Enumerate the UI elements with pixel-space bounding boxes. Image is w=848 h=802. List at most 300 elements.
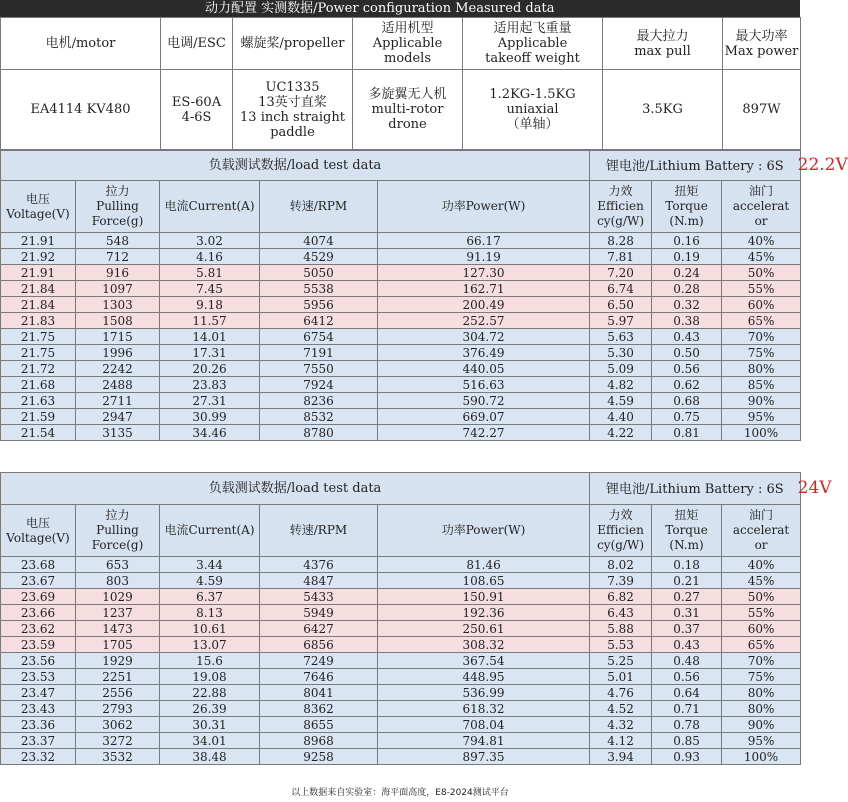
table-cell: 742.27 xyxy=(378,425,590,441)
table-cell: 2711 xyxy=(76,393,160,409)
table-cell: 22.88 xyxy=(160,685,260,701)
table-cell: 30.99 xyxy=(160,409,260,425)
table-cell: 252.57 xyxy=(378,313,590,329)
table-cell: 1715 xyxy=(76,329,160,345)
cell-text: 适用起飞重量 xyxy=(493,21,572,36)
table-cell: 23.83 xyxy=(160,377,260,393)
table-cell: 0.38 xyxy=(652,313,722,329)
table-cell: 9258 xyxy=(260,749,378,765)
cell-text: Max power xyxy=(724,43,799,59)
column-header xyxy=(378,505,590,557)
table-row xyxy=(1,701,801,717)
table-cell: 65% xyxy=(722,637,801,653)
table-cell: 50% xyxy=(722,265,801,281)
table-cell: 6754 xyxy=(260,329,378,345)
table-cell: 0.56 xyxy=(652,361,722,377)
cell-text: (N.m) xyxy=(669,538,704,552)
table-cell: 60% xyxy=(722,621,801,637)
cell-text: 电调/ESC xyxy=(167,36,226,51)
column-header xyxy=(160,181,260,233)
column-header xyxy=(76,181,160,233)
table-cell: 4074 xyxy=(260,233,378,249)
table-cell: 0.18 xyxy=(652,557,722,573)
table-cell: 7.81 xyxy=(590,249,652,265)
table-cell: 0.71 xyxy=(652,701,722,717)
table-cell: 30.31 xyxy=(160,717,260,733)
spec-value-cell xyxy=(161,70,233,150)
table-cell: 80% xyxy=(722,361,801,377)
table-cell: 669.07 xyxy=(378,409,590,425)
table-cell: 0.16 xyxy=(652,233,722,249)
table-cell: 108.65 xyxy=(378,573,590,589)
cell-text: 力效 xyxy=(608,184,633,198)
table-cell: 23.37 xyxy=(1,733,76,749)
table-cell: 5.88 xyxy=(590,621,652,637)
table-cell: 23.47 xyxy=(1,685,76,701)
table-cell: 75% xyxy=(722,345,801,361)
column-header xyxy=(722,181,801,233)
cell-text: 1.2KG-1.5KG xyxy=(489,87,576,102)
cell-text: Force(g) xyxy=(91,214,144,228)
table-cell: 60% xyxy=(722,297,801,313)
table-cell: 440.05 xyxy=(378,361,590,377)
table-cell: 23.66 xyxy=(1,605,76,621)
table-cell: 5.01 xyxy=(590,669,652,685)
table-row xyxy=(1,393,801,409)
table-cell: 55% xyxy=(722,281,801,297)
table-cell: 91.19 xyxy=(378,249,590,265)
table-cell: 3.94 xyxy=(590,749,652,765)
table-cell: 1097 xyxy=(76,281,160,297)
table-cell: 7191 xyxy=(260,345,378,361)
cell-text: uniaxial xyxy=(506,102,559,117)
spec-value-cell xyxy=(353,70,463,150)
table-cell: 6.50 xyxy=(590,297,652,313)
table-cell: 4.32 xyxy=(590,717,652,733)
table-cell: 0.50 xyxy=(652,345,722,361)
table-cell: 95% xyxy=(722,733,801,749)
table-cell: 448.95 xyxy=(378,669,590,685)
table-cell: 0.31 xyxy=(652,605,722,621)
cell-text: 扭矩 xyxy=(674,508,699,522)
table-cell: 21.54 xyxy=(1,425,76,441)
cell-text: UC1335 xyxy=(265,79,320,95)
table-cell: 192.36 xyxy=(378,605,590,621)
table-cell: 7.20 xyxy=(590,265,652,281)
cell-text: 电压 xyxy=(25,191,50,206)
table-cell: 0.27 xyxy=(652,589,722,605)
table-cell: 367.54 xyxy=(378,653,590,669)
table-cell: 14.01 xyxy=(160,329,260,345)
table-row xyxy=(1,685,801,701)
table-cell: 0.64 xyxy=(652,685,722,701)
table-cell: 23.62 xyxy=(1,621,76,637)
table-cell: 127.30 xyxy=(378,265,590,281)
table-row xyxy=(1,637,801,653)
column-header-row xyxy=(1,505,801,557)
table-cell: 803 xyxy=(76,573,160,589)
table-cell: 5.81 xyxy=(160,265,260,281)
table-cell: 916 xyxy=(76,265,160,281)
cell-text: 功率Power(W) xyxy=(441,199,526,213)
table-cell: 21.91 xyxy=(1,265,76,281)
table-cell: 0.43 xyxy=(652,329,722,345)
table-cell: 653 xyxy=(76,557,160,573)
table-cell: 536.99 xyxy=(378,685,590,701)
load-table-24v xyxy=(0,472,832,765)
cell-text: 转速/RPM xyxy=(289,523,348,537)
table-cell: 162.71 xyxy=(378,281,590,297)
table-cell: 4376 xyxy=(260,557,378,573)
cell-text: 3.5KG xyxy=(642,102,683,117)
cell-text: 拉力 xyxy=(105,508,130,522)
table-cell: 4.82 xyxy=(590,377,652,393)
table-cell: 23.43 xyxy=(1,701,76,717)
cell-text: 电流Current(A) xyxy=(164,199,255,213)
table-cell: 6.37 xyxy=(160,589,260,605)
table-cell: 8968 xyxy=(260,733,378,749)
table-row xyxy=(1,653,801,669)
table-cell: 65% xyxy=(722,313,801,329)
table-row xyxy=(1,557,801,573)
table-cell: 20.26 xyxy=(160,361,260,377)
spec-header-cell xyxy=(603,18,723,70)
table-cell: 21.68 xyxy=(1,377,76,393)
table-cell: 897.35 xyxy=(378,749,590,765)
column-header xyxy=(260,181,378,233)
section-title-row xyxy=(1,473,801,505)
column-header xyxy=(260,505,378,557)
document-title: 动力配置 实测数据/Power configuration Measured data xyxy=(0,0,800,17)
cell-text: Efficien xyxy=(597,523,644,537)
spec-table xyxy=(0,17,801,150)
table-row xyxy=(1,733,801,749)
table-cell: 3.02 xyxy=(160,233,260,249)
table-row xyxy=(1,669,801,685)
table-cell: 10.61 xyxy=(160,621,260,637)
cell-text: （单轴） xyxy=(506,117,559,132)
table-cell: 200.49 xyxy=(378,297,590,313)
table-cell: 5.53 xyxy=(590,637,652,653)
table-cell: 548 xyxy=(76,233,160,249)
table-cell: 5538 xyxy=(260,281,378,297)
cell-text: Force(g) xyxy=(91,538,144,552)
table-cell: 5.30 xyxy=(590,345,652,361)
table-cell: 70% xyxy=(722,329,801,345)
table-cell: 19.08 xyxy=(160,669,260,685)
battery-info xyxy=(590,473,832,505)
spec-value-cell xyxy=(463,70,603,150)
spec-value-cell xyxy=(1,70,161,150)
table-cell: 0.78 xyxy=(652,717,722,733)
load-table-22v xyxy=(0,150,848,441)
table-cell: 308.32 xyxy=(378,637,590,653)
table-cell: 21.83 xyxy=(1,313,76,329)
battery-label: 锂电池/Lithium Battery : 6S xyxy=(606,481,784,497)
cell-text: Pulling xyxy=(96,199,139,213)
table-row xyxy=(1,425,801,441)
table-cell: 0.93 xyxy=(652,749,722,765)
table-cell: 0.75 xyxy=(652,409,722,425)
table-cell: 21.75 xyxy=(1,345,76,361)
table-cell: 4.16 xyxy=(160,249,260,265)
table-cell: 0.32 xyxy=(652,297,722,313)
table-cell: 45% xyxy=(722,249,801,265)
column-header xyxy=(160,505,260,557)
table-cell: 0.24 xyxy=(652,265,722,281)
cell-text: 转速/RPM xyxy=(289,199,348,213)
table-cell: 8532 xyxy=(260,409,378,425)
table-cell: 3.44 xyxy=(160,557,260,573)
table-row xyxy=(1,717,801,733)
table-cell: 304.72 xyxy=(378,329,590,345)
table-cell: 100% xyxy=(722,425,801,441)
column-header xyxy=(1,505,76,557)
table-cell: 34.01 xyxy=(160,733,260,749)
table-cell: 0.48 xyxy=(652,653,722,669)
table-cell: 34.46 xyxy=(160,425,260,441)
table-row xyxy=(1,233,801,249)
section-gap xyxy=(0,456,800,472)
table-cell: 1929 xyxy=(76,653,160,669)
table-cell: 5433 xyxy=(260,589,378,605)
table-cell: 21.72 xyxy=(1,361,76,377)
table-cell: 2488 xyxy=(76,377,160,393)
table-cell: 5.25 xyxy=(590,653,652,669)
table-cell: 66.17 xyxy=(378,233,590,249)
table-cell: 4.12 xyxy=(590,733,652,749)
spec-header-cell xyxy=(463,18,603,70)
cell-text: 897W xyxy=(742,102,781,117)
cell-text: or xyxy=(754,538,768,552)
table-cell: 17.31 xyxy=(160,345,260,361)
table-cell: 7550 xyxy=(260,361,378,377)
table-cell: 15.6 xyxy=(160,653,260,669)
table-cell: 21.92 xyxy=(1,249,76,265)
table-cell: 21.75 xyxy=(1,329,76,345)
cell-text: 适用机型 xyxy=(381,21,434,36)
table-cell: 4.52 xyxy=(590,701,652,717)
table-cell: 23.56 xyxy=(1,653,76,669)
table-cell: 0.56 xyxy=(652,669,722,685)
table-cell: 2556 xyxy=(76,685,160,701)
battery-voltage: 24V xyxy=(797,477,832,498)
cell-text: 扭矩 xyxy=(674,184,699,198)
table-cell: 3272 xyxy=(76,733,160,749)
table-cell: 6.43 xyxy=(590,605,652,621)
table-cell: 8.13 xyxy=(160,605,260,621)
cell-text: takeoff weight xyxy=(485,51,580,66)
cell-text: 最大拉力 xyxy=(636,28,689,44)
table-cell: 90% xyxy=(722,717,801,733)
battery-label: 锂电池/Lithium Battery : 6S xyxy=(606,158,784,174)
table-cell: 150.91 xyxy=(378,589,590,605)
cell-text: 螺旋桨/propeller xyxy=(240,36,345,51)
table-cell: 9.18 xyxy=(160,297,260,313)
table-cell: 250.61 xyxy=(378,621,590,637)
table-row xyxy=(1,605,801,621)
cell-text: 油门 xyxy=(749,184,774,198)
cell-text: 4-6S xyxy=(181,109,212,125)
cell-text: multi-rotor xyxy=(371,102,444,117)
cell-text: cy(g/W) xyxy=(597,214,644,228)
table-cell: 1029 xyxy=(76,589,160,605)
table-cell: 8362 xyxy=(260,701,378,717)
cell-text: 拉力 xyxy=(105,184,130,198)
cell-text: 力效 xyxy=(608,508,633,522)
column-header xyxy=(378,181,590,233)
spec-value-cell xyxy=(233,70,353,150)
cell-text: paddle xyxy=(270,124,315,140)
table-cell: 21.91 xyxy=(1,233,76,249)
section-title-row xyxy=(1,151,801,181)
table-cell: 80% xyxy=(722,685,801,701)
table-cell: 4.22 xyxy=(590,425,652,441)
table-row xyxy=(1,265,801,281)
table-cell: 3532 xyxy=(76,749,160,765)
table-cell: 7646 xyxy=(260,669,378,685)
table-cell: 1303 xyxy=(76,297,160,313)
table-cell: 40% xyxy=(722,557,801,573)
cell-text: (N.m) xyxy=(669,214,704,228)
cell-text: 油门 xyxy=(749,508,774,522)
table-cell: 0.43 xyxy=(652,637,722,653)
cell-text: Pulling xyxy=(96,523,139,537)
cell-text: Voltage(V) xyxy=(6,206,70,221)
table-cell: 8655 xyxy=(260,717,378,733)
spec-header-cell xyxy=(233,18,353,70)
table-cell: 85% xyxy=(722,377,801,393)
column-header xyxy=(590,505,652,557)
table-row xyxy=(1,249,801,265)
table-cell: 21.84 xyxy=(1,297,76,313)
cell-text: Applicable xyxy=(372,36,443,51)
table-cell: 4529 xyxy=(260,249,378,265)
table-cell: 5949 xyxy=(260,605,378,621)
cell-text: models xyxy=(384,51,431,66)
table-cell: 376.49 xyxy=(378,345,590,361)
table-cell: 2242 xyxy=(76,361,160,377)
spec-header-cell xyxy=(161,18,233,70)
section-label: 负载测试数据/load test data xyxy=(1,473,590,505)
spec-header-cell xyxy=(723,18,801,70)
column-header-row xyxy=(1,181,801,233)
cell-text: 电机/motor xyxy=(45,36,116,51)
table-row xyxy=(1,345,801,361)
table-row xyxy=(1,377,801,393)
table-cell: 6412 xyxy=(260,313,378,329)
table-cell: 516.63 xyxy=(378,377,590,393)
table-row xyxy=(1,313,801,329)
table-row xyxy=(1,297,801,313)
table-cell: 21.84 xyxy=(1,281,76,297)
table-cell: 708.04 xyxy=(378,717,590,733)
table-cell: 6.74 xyxy=(590,281,652,297)
cell-text: max pull xyxy=(634,43,691,59)
table-cell: 5956 xyxy=(260,297,378,313)
cell-text: EA4114 KV480 xyxy=(30,102,131,117)
table-cell: 8041 xyxy=(260,685,378,701)
cell-text: 电流Current(A) xyxy=(164,523,255,537)
table-cell: 95% xyxy=(722,409,801,425)
table-cell: 2947 xyxy=(76,409,160,425)
table-cell: 8.28 xyxy=(590,233,652,249)
cell-text: 多旋翼无人机 xyxy=(368,87,447,102)
table-cell: 1473 xyxy=(76,621,160,637)
column-header xyxy=(590,181,652,233)
table-cell: 0.19 xyxy=(652,249,722,265)
table-cell: 23.32 xyxy=(1,749,76,765)
cell-text: 电压 xyxy=(25,515,50,530)
table-cell: 0.62 xyxy=(652,377,722,393)
column-header xyxy=(722,505,801,557)
table-cell: 40% xyxy=(722,233,801,249)
table-cell: 55% xyxy=(722,605,801,621)
table-cell: 8236 xyxy=(260,393,378,409)
table-cell: 4.76 xyxy=(590,685,652,701)
table-cell: 23.36 xyxy=(1,717,76,733)
table-cell: 90% xyxy=(722,393,801,409)
table-cell: 6856 xyxy=(260,637,378,653)
table-cell: 26.39 xyxy=(160,701,260,717)
table-cell: 4.59 xyxy=(160,573,260,589)
cell-text: 13英寸直桨 xyxy=(258,94,327,110)
cell-text: Applicable xyxy=(497,36,568,51)
table-cell: 13.07 xyxy=(160,637,260,653)
table-cell: 27.31 xyxy=(160,393,260,409)
table-cell: 70% xyxy=(722,653,801,669)
table-cell: 21.59 xyxy=(1,409,76,425)
table-cell: 6.82 xyxy=(590,589,652,605)
table-row xyxy=(1,573,801,589)
table-cell: 45% xyxy=(722,573,801,589)
table-cell: 38.48 xyxy=(160,749,260,765)
table-row xyxy=(1,589,801,605)
column-header xyxy=(1,181,76,233)
cell-text: or xyxy=(754,214,768,228)
table-cell: 21.63 xyxy=(1,393,76,409)
table-cell: 7.39 xyxy=(590,573,652,589)
table-cell: 0.85 xyxy=(652,733,722,749)
cell-text: Torque xyxy=(665,523,708,537)
spec-value-cell xyxy=(603,70,723,150)
table-row xyxy=(1,621,801,637)
table-cell: 5.63 xyxy=(590,329,652,345)
section-label: 负载测试数据/load test data xyxy=(1,151,590,181)
table-cell: 2793 xyxy=(76,701,160,717)
table-row xyxy=(1,749,801,765)
battery-voltage: 22.2V xyxy=(797,154,848,175)
table-cell: 100% xyxy=(722,749,801,765)
table-cell: 0.68 xyxy=(652,393,722,409)
table-cell: 1508 xyxy=(76,313,160,329)
column-header xyxy=(652,505,722,557)
table-cell: 7249 xyxy=(260,653,378,669)
table-row xyxy=(1,281,801,297)
table-cell: 2251 xyxy=(76,669,160,685)
spec-header-cell xyxy=(353,18,463,70)
table-cell: 5.09 xyxy=(590,361,652,377)
column-header xyxy=(76,505,160,557)
table-cell: 590.72 xyxy=(378,393,590,409)
cell-text: ES-60A xyxy=(171,94,222,110)
table-cell: 8.02 xyxy=(590,557,652,573)
table-row xyxy=(1,361,801,377)
table-cell: 0.81 xyxy=(652,425,722,441)
cell-text: cy(g/W) xyxy=(597,538,644,552)
table-cell: 794.81 xyxy=(378,733,590,749)
table-cell: 80% xyxy=(722,701,801,717)
